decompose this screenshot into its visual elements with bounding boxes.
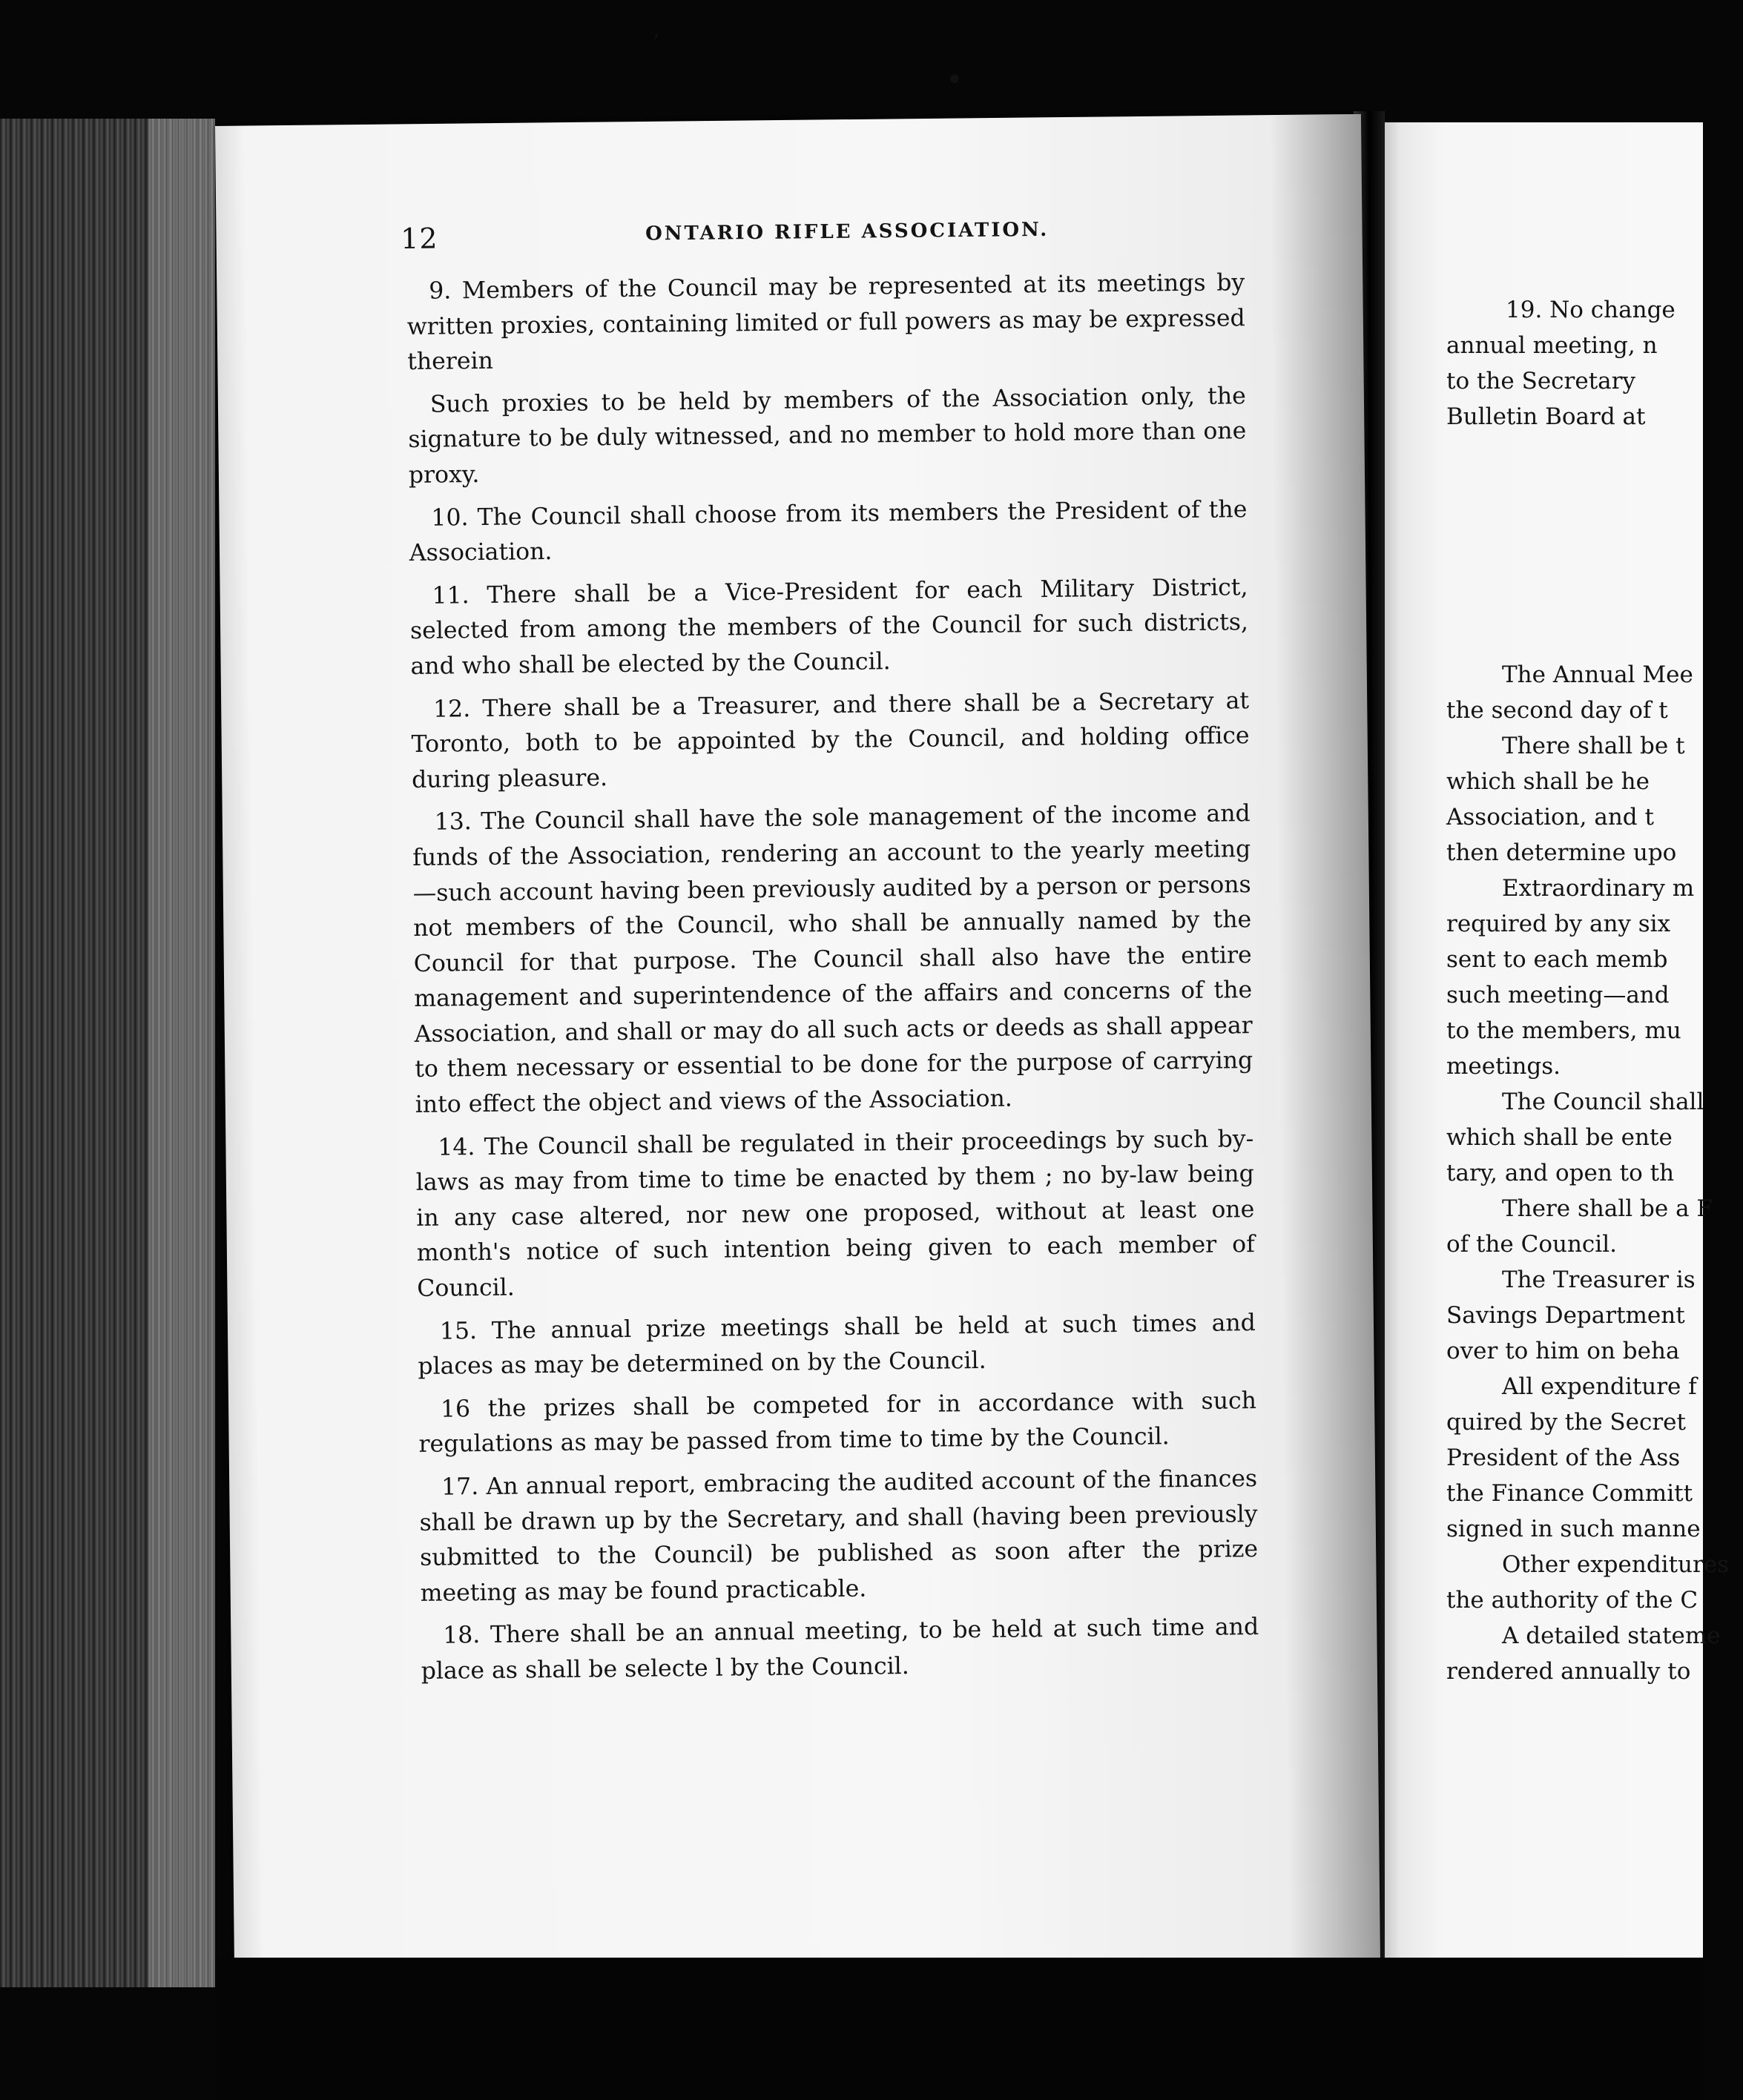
paragraph: 10. The Council shall choose from its members the President of the Association.	[409, 495, 1248, 567]
text-line: President of the Ass	[1446, 1444, 1681, 1471]
paragraph: Such proxies to be held by members of the Association only, the signature to be duly witnessed, and no member to hold more than one proxy.	[408, 382, 1247, 489]
text-line: to the members, mu	[1446, 1017, 1681, 1044]
text-line: required by any six	[1446, 911, 1671, 937]
text-line: The Council shall	[1502, 1089, 1704, 1115]
text-line: Other expenditures	[1502, 1551, 1730, 1578]
text-line: of the Council.	[1446, 1231, 1617, 1258]
left-page-body	[406, 265, 1259, 1697]
text-line: rendered annually to	[1446, 1658, 1691, 1685]
text-line: meetings.	[1446, 1053, 1561, 1080]
page-number: 12	[401, 222, 438, 255]
text-line: 19. No change	[1506, 297, 1676, 323]
paragraph: 18. There shall be an annual meeting, to be held at such time and place as shall be selecte l by the Council.	[421, 1614, 1259, 1685]
text-line: which shall be he	[1446, 768, 1650, 795]
text-line: the second day of t	[1446, 697, 1668, 724]
text-line: The Treasurer is	[1502, 1267, 1696, 1293]
text-line: There shall be a F	[1502, 1195, 1713, 1222]
paragraph: 12. There shall be a Treasurer, and there shall be a Secretary at Toronto, both to be appointed by the Council, and holding office during pleasure.	[411, 687, 1250, 793]
text-line: A detailed stateme	[1502, 1622, 1721, 1649]
paragraph: 11. There shall be a Vice-President for each Military District, selected from among the members of the Council for such districts, and who shall be elected by the Council.	[409, 573, 1249, 680]
text-line: Extraordinary m	[1502, 875, 1695, 902]
text-line: signed in such manne	[1446, 1516, 1701, 1542]
text-line: Association, and t	[1446, 804, 1654, 831]
page-edge-stack	[0, 119, 215, 1987]
text-line: Bulletin Board at	[1446, 403, 1646, 430]
dust-mark: ’	[653, 30, 659, 54]
text-line: such meeting—and	[1446, 982, 1670, 1008]
right-page-body	[1446, 293, 1743, 1690]
text-line: to the Secretary	[1446, 368, 1635, 394]
text-line: There shall be t	[1502, 733, 1685, 759]
paragraph: 17. An annual report, embracing the audited account of the finances shall be drawn up by the Secretary, and shall (having been previously submitted to the Council) be published as soon after the prize meeting as may be found practicable.	[419, 1465, 1259, 1607]
text-line: tary, and open to th	[1446, 1160, 1675, 1186]
text-line: Savings Department	[1446, 1302, 1685, 1329]
bottom-shadow	[215, 1958, 1703, 2100]
text-line: over to him on beha	[1446, 1338, 1680, 1364]
text-line: sent to each memb	[1446, 946, 1668, 973]
paragraph: 16 the prizes shall be competed for in accordance with such regulations as may be passed from time to time by the Council.	[418, 1387, 1257, 1459]
text-line: annual meeting, n	[1446, 332, 1658, 359]
text-line: the authority of the C	[1446, 1587, 1698, 1614]
text-line: the Finance Committ	[1446, 1480, 1693, 1507]
text-line: then determine upo	[1446, 839, 1677, 866]
text-line: which shall be ente	[1446, 1124, 1673, 1151]
paragraph: 14. The Council shall be regulated in their proceedings by such by-laws as may from time to time be enacted by them ; no by-law being in any case altered, nor new one proposed, without at least one month's notice of such intention being given to each member of Council.	[415, 1125, 1255, 1302]
text-line: quired by the Secret	[1446, 1409, 1686, 1436]
text-line: All expenditure f	[1502, 1373, 1697, 1400]
paragraph: 9. Members of the Council may be represented at its meetings by written proxies, containing limited or full powers as may be expressed therein	[406, 269, 1245, 376]
running-head-title: ONTARIO RIFLE ASSOCIATION.	[645, 218, 1050, 245]
text-line: The Annual Mee	[1502, 661, 1693, 688]
paragraph: 15. The annual prize meetings shall be held at such times and places as may be determined on by the Council.	[418, 1309, 1256, 1381]
paragraph: 13. The Council shall have the sole management of the income and funds of the Association, rendering an account to the yearly meeting —such account having been previously audited by a person or persons not members of the Council, who shall be annually named by the Council for that purpose. The Council shall also have the entire management and superintendence of the affairs and concerns of the Association, and shall or may do all such acts or deeds as shall appear to them necessary or essential to be done for the purpose of carrying into effect the object and views of the Association.	[412, 800, 1253, 1119]
dust-mark: •	[946, 63, 963, 97]
